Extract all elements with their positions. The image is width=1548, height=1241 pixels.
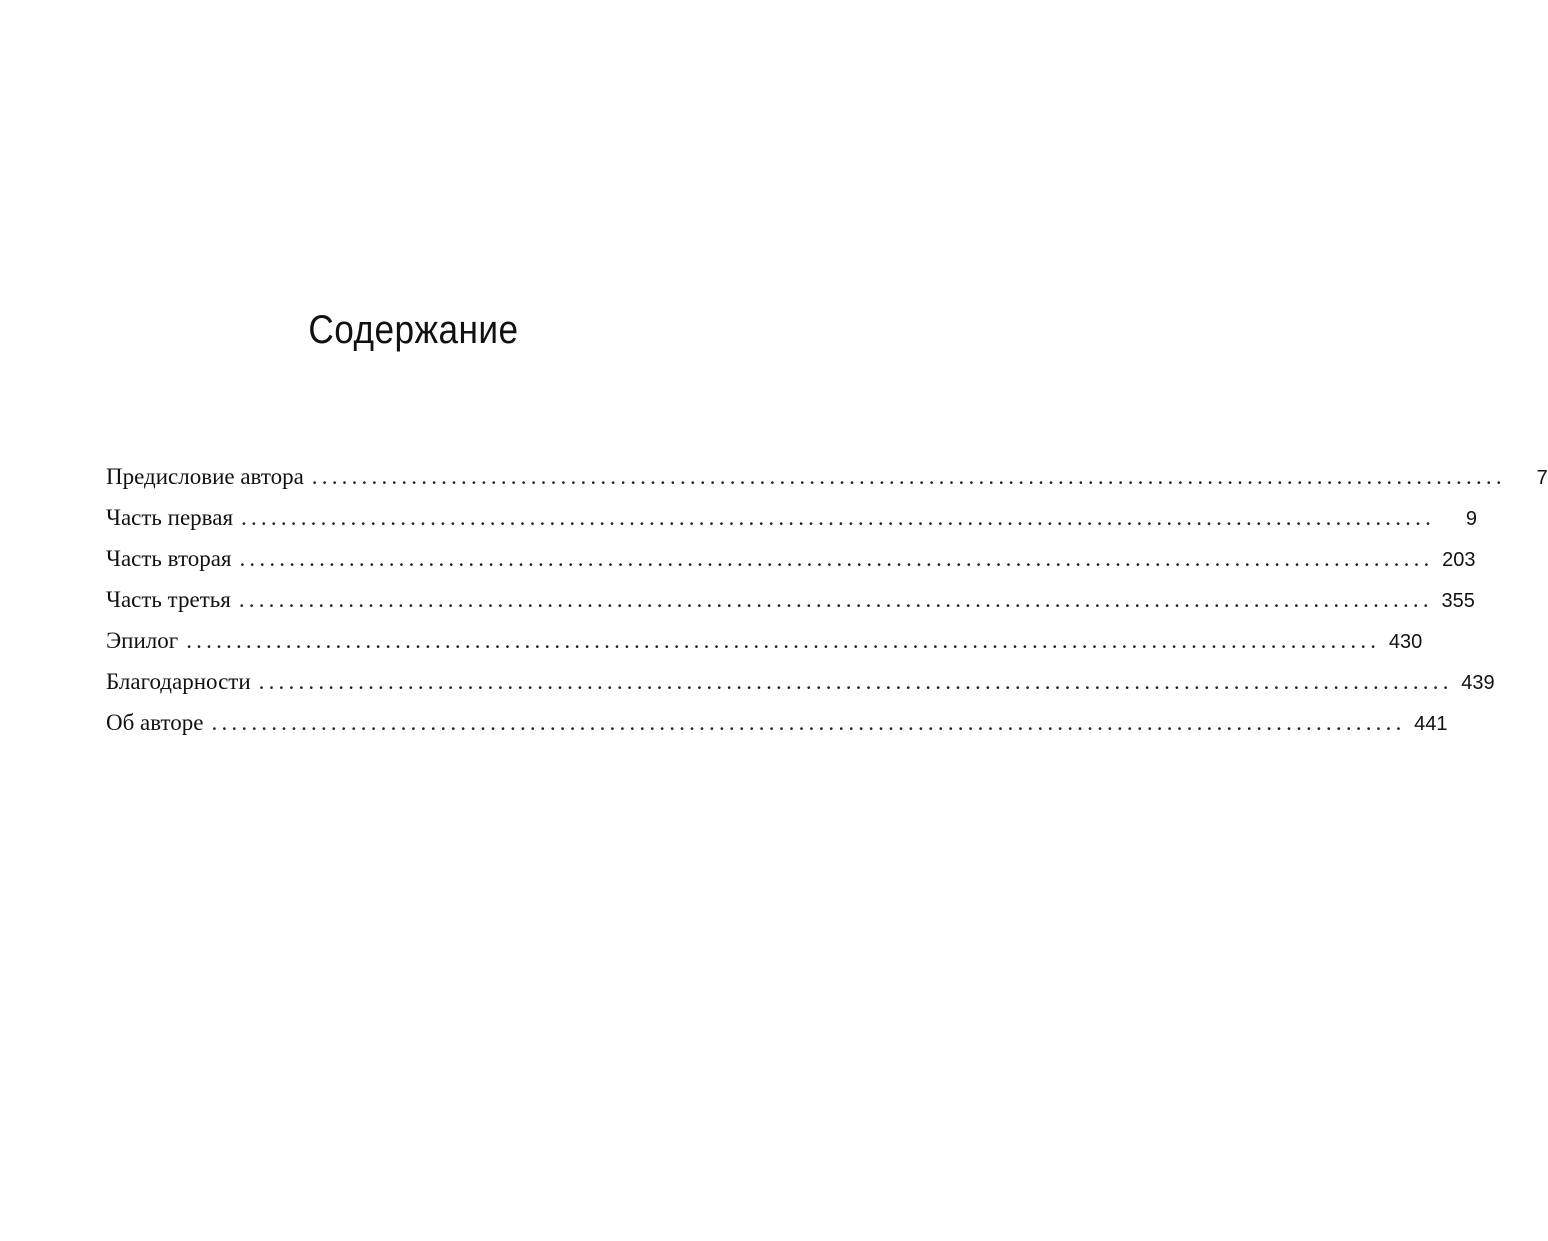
toc-entry[interactable]	[106, 620, 1423, 661]
toc-leader-dots: ........................................................................................................................	[241, 505, 1436, 530]
toc-entry-label: Часть третья	[106, 587, 231, 612]
toc-leader-dots: ........................................................................................................................	[311, 464, 1506, 489]
toc-leader-dots: ........................................................................................................................	[258, 669, 1453, 694]
toc-entry-page: 441	[1414, 713, 1448, 735]
toc-entry-page: 439	[1461, 672, 1495, 694]
page-title: Содержание	[308, 308, 519, 352]
table-of-contents	[106, 456, 1548, 743]
toc-entry[interactable]	[106, 538, 1476, 579]
toc-entry-page: 7	[1536, 467, 1548, 489]
toc-entry[interactable]	[106, 579, 1475, 620]
toc-entry-label: Часть первая	[106, 505, 234, 530]
toc-entry-page: 355	[1441, 590, 1475, 612]
toc-entry-page: 9	[1465, 508, 1478, 530]
toc-entry-label: Предисловие автора	[106, 464, 304, 489]
toc-entry-label: Часть вторая	[106, 546, 232, 571]
toc-entry-label: Благодарности	[106, 669, 251, 694]
toc-entry[interactable]	[106, 456, 1548, 497]
toc-entry[interactable]	[106, 702, 1448, 743]
toc-leader-dots: ........................................................................................................................	[186, 628, 1381, 653]
toc-entry-label: Эпилог	[106, 628, 179, 653]
toc-entry-page: 203	[1442, 549, 1476, 571]
toc-leader-dots: ........................................................................................................................	[211, 710, 1406, 735]
toc-leader-dots: ........................................................................................................................	[239, 546, 1434, 571]
toc-entry-label: Об авторе	[106, 710, 204, 735]
toc-leader-dots: ........................................................................................................................	[238, 587, 1433, 612]
toc-entry[interactable]	[106, 661, 1495, 702]
toc-entry-page: 430	[1388, 631, 1423, 653]
toc-entry[interactable]	[106, 497, 1478, 538]
